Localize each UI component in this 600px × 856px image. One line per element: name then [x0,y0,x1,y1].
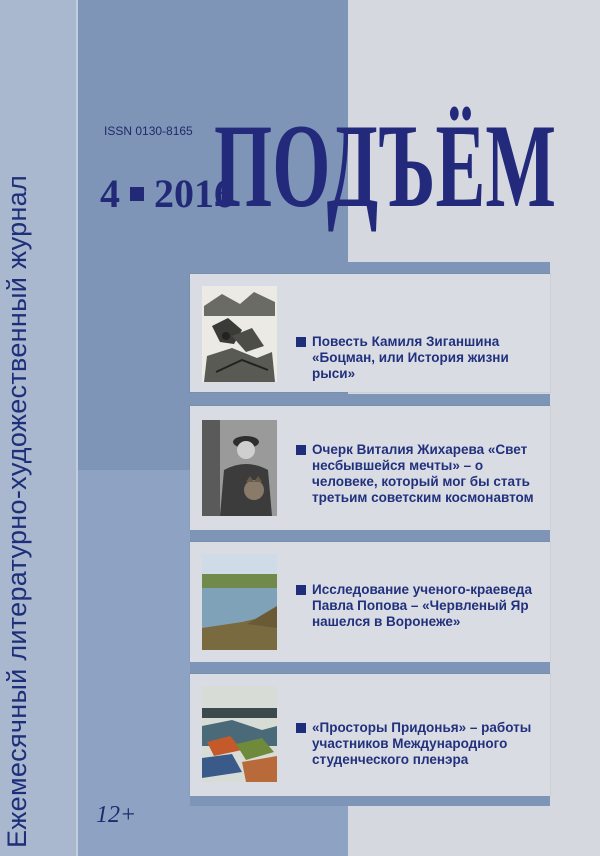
article-panel-3[interactable] [190,542,550,662]
article-text-4 [312,720,542,768]
article-text-1 [312,334,542,382]
article-3-label: Исследование ученого-краеведа Павла Попова – «Червленый Яр нашелся в Воронеже» [312,582,532,629]
panel-band-bottom [190,796,550,806]
article-panel-4[interactable] [190,674,550,796]
bullet-icon [296,337,306,347]
panel-band [190,394,550,406]
issue-year: 2016 [154,171,234,216]
issn-label: ISSN 0130-8165 [104,124,193,138]
article-panel-2[interactable] [190,406,550,530]
magazine-title-text: ПОДЪЁМ [214,99,556,232]
issue-number-value: 4 [100,171,120,216]
age-rating: 12+ [96,802,137,828]
bullet-icon [296,445,306,455]
bullet-icon [296,585,306,595]
panel-band [190,662,550,674]
bullet-icon [296,723,306,733]
panel-band-top [190,262,550,274]
article-4-label: «Просторы Придонья» – работы участников Международного студенческого пленэра [312,720,532,767]
magazine-title [214,78,564,258]
article-panel-1[interactable] [190,274,550,392]
issue-separator-icon [130,187,144,201]
lynx-illustration [202,286,277,382]
article-text-2 [312,442,542,506]
panel-band [190,530,550,542]
vertical-subtitle: Ежемесячный литературно-художественный журнал [2,174,32,848]
article-1-label: Повесть Камиля Зиганшина «Боцман, или История жизни рыси» [312,334,509,381]
article-2-label: Очерк Виталия Жихарева «Свет несбывшейся мечты» – о человеке, который мог бы стать третьим советским космонавтом [312,442,534,505]
man-with-dog-photo [202,420,277,516]
river-landscape-photo [202,554,277,650]
abstract-painting [202,686,277,782]
article-text-3 [312,582,542,630]
